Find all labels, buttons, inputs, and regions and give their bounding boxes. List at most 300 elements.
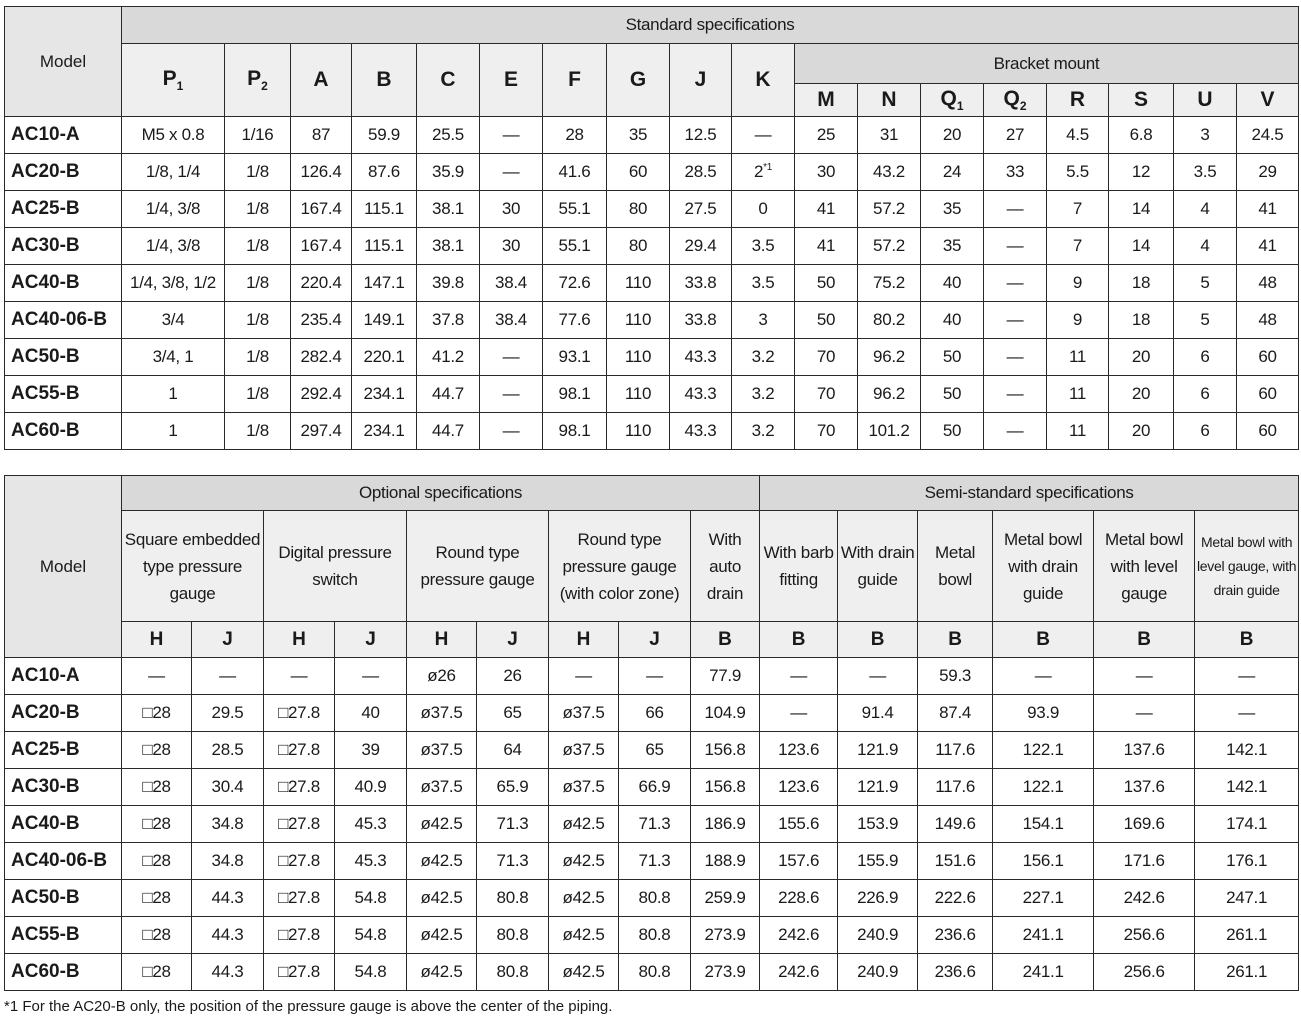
table-row <box>5 732 1299 769</box>
table-cell: 30 <box>480 191 543 228</box>
table-cell: □28 <box>122 732 192 769</box>
col-header: $P_2$ <box>225 44 291 117</box>
table-cell: 55.1 <box>543 228 607 265</box>
col-header: A <box>291 44 352 117</box>
table-cell: 66.9 <box>619 769 691 806</box>
table-cell: 41 <box>795 191 858 228</box>
table-cell: ø42.5 <box>549 880 619 917</box>
table-cell: 1/8 <box>225 376 291 413</box>
table-cell: 39 <box>335 732 407 769</box>
table-cell: □27.8 <box>264 732 335 769</box>
table-cell: — <box>480 117 543 154</box>
table-cell: 110 <box>607 265 670 302</box>
table-cell: 59.9 <box>352 117 417 154</box>
table-cell: □27.8 <box>264 806 335 843</box>
table-cell: 3.2 <box>732 413 795 450</box>
table-cell: □27.8 <box>264 917 335 954</box>
table-cell: 220.4 <box>291 265 352 302</box>
table-cell: 14 <box>1109 191 1174 228</box>
table-cell: 30 <box>480 228 543 265</box>
table-cell: 80.8 <box>477 954 549 991</box>
table-cell: 6 <box>1174 413 1237 450</box>
table-cell: 227.1 <box>993 880 1094 917</box>
table-cell: 93.9 <box>993 695 1094 732</box>
table-cell: 6 <box>1174 339 1237 376</box>
model-cell: AC30-B <box>5 769 122 806</box>
standard-spec-table <box>4 6 1299 450</box>
table-cell: 35.9 <box>417 154 480 191</box>
table-cell: 149.1 <box>352 302 417 339</box>
table-cell: 4 <box>1174 228 1237 265</box>
model-cell: AC40-06-B <box>5 302 122 339</box>
model-cell: AC50-B <box>5 880 122 917</box>
table-cell: — <box>732 117 795 154</box>
table-cell: 77.9 <box>691 658 760 695</box>
table-cell: 60 <box>1237 376 1299 413</box>
table-cell: 57.2 <box>858 228 921 265</box>
table-cell: ø42.5 <box>407 843 477 880</box>
table-cell: 38.1 <box>417 191 480 228</box>
table-cell: 137.6 <box>1094 732 1195 769</box>
table-cell: 156.1 <box>993 843 1094 880</box>
table-cell: 71.3 <box>619 806 691 843</box>
table-cell: 3/4, 1 <box>122 339 225 376</box>
model-cell: AC55-B <box>5 376 122 413</box>
table-cell: 155.9 <box>838 843 918 880</box>
table-cell: 41 <box>1237 228 1299 265</box>
table-cell: 48 <box>1237 302 1299 339</box>
table-cell: 54.8 <box>335 954 407 991</box>
table-cell: 142.1 <box>1195 732 1299 769</box>
table-cell: 35 <box>921 228 984 265</box>
col-header: J <box>670 44 732 117</box>
table-cell: 71.3 <box>477 806 549 843</box>
table-cell: — <box>838 658 918 695</box>
table-cell: 104.9 <box>691 695 760 732</box>
table-cell: — <box>760 658 838 695</box>
table-cell: ø37.5 <box>549 769 619 806</box>
table-cell: — <box>984 413 1047 450</box>
table-cell: 292.4 <box>291 376 352 413</box>
col-header: J <box>619 622 691 658</box>
table-cell: — <box>984 339 1047 376</box>
footnote-mark: *1 <box>763 162 772 173</box>
col-header: B <box>918 622 993 658</box>
table-cell: 28 <box>543 117 607 154</box>
table-cell: 50 <box>921 376 984 413</box>
table-cell: 39.8 <box>417 265 480 302</box>
col-header: J <box>477 622 549 658</box>
table-cell: 43.3 <box>670 376 732 413</box>
table-cell: 35 <box>921 191 984 228</box>
table-cell: 25.5 <box>417 117 480 154</box>
col-header: F <box>543 44 607 117</box>
table-cell: 80.8 <box>477 880 549 917</box>
table-cell: 167.4 <box>291 191 352 228</box>
col-header: $Q_2$ <box>984 84 1047 117</box>
table-cell: 80.8 <box>619 880 691 917</box>
table-cell: — <box>760 695 838 732</box>
table-cell: □27.8 <box>264 843 335 880</box>
table-cell: 122.1 <box>993 732 1094 769</box>
col-header: V <box>1237 84 1299 117</box>
table-cell: 117.6 <box>918 732 993 769</box>
table-cell: 3 <box>732 302 795 339</box>
col-header: E <box>480 44 543 117</box>
col-header: S <box>1109 84 1174 117</box>
table-cell: ø42.5 <box>549 954 619 991</box>
bracket-mount-title: Bracket mount <box>795 44 1299 84</box>
table-cell: 228.6 <box>760 880 838 917</box>
model-cell: AC20-B <box>5 154 122 191</box>
table-cell: 71.3 <box>477 843 549 880</box>
table-cell: 7 <box>1047 191 1109 228</box>
table-cell: ø26 <box>407 658 477 695</box>
table-cell: 1/8 <box>225 339 291 376</box>
table-cell: 1/8, 1/4 <box>122 154 225 191</box>
model-header: Model <box>5 476 122 658</box>
table-row <box>5 806 1299 843</box>
table-cell: 117.6 <box>918 769 993 806</box>
table-cell: 115.1 <box>352 191 417 228</box>
table-cell: 43.2 <box>858 154 921 191</box>
table-cell: 121.9 <box>838 769 918 806</box>
table-cell: 20 <box>1109 413 1174 450</box>
table-cell: 54.8 <box>335 917 407 954</box>
table-cell: — <box>335 658 407 695</box>
table-cell: 3 <box>1174 117 1237 154</box>
table-cell: 115.1 <box>352 228 417 265</box>
table-cell: 44.7 <box>417 376 480 413</box>
table-cell: 1 <box>122 376 225 413</box>
drain-guide-header: With drain guide <box>838 511 918 622</box>
table-cell: 174.1 <box>1195 806 1299 843</box>
table-cell: — <box>480 413 543 450</box>
table-cell: 4.5 <box>1047 117 1109 154</box>
table-cell: 18 <box>1109 302 1174 339</box>
table-cell: — <box>984 302 1047 339</box>
model-cell: AC40-06-B <box>5 843 122 880</box>
table-cell: 240.9 <box>838 917 918 954</box>
table-cell: 234.1 <box>352 376 417 413</box>
table-cell: 44.3 <box>192 917 264 954</box>
table-cell: — <box>192 658 264 695</box>
table-cell: 241.1 <box>993 917 1094 954</box>
table-cell: 222.6 <box>918 880 993 917</box>
table-cell: 186.9 <box>691 806 760 843</box>
table-cell: 38.4 <box>480 302 543 339</box>
table-cell: 256.6 <box>1094 954 1195 991</box>
table-cell: 157.6 <box>760 843 838 880</box>
table-cell: — <box>619 658 691 695</box>
table-cell: □27.8 <box>264 769 335 806</box>
table-cell: — <box>984 265 1047 302</box>
table-cell: 80.2 <box>858 302 921 339</box>
table-cell: □28 <box>122 695 192 732</box>
table-cell: 30.4 <box>192 769 264 806</box>
table-cell: 154.1 <box>993 806 1094 843</box>
round-gauge-header: Round type pressure gauge <box>407 511 549 622</box>
table-cell: 3.2 <box>732 376 795 413</box>
table-cell: 70 <box>795 413 858 450</box>
table-cell: 57.2 <box>858 191 921 228</box>
col-header: B <box>993 622 1094 658</box>
table-cell: 80.8 <box>477 917 549 954</box>
table-cell: 9 <box>1047 302 1109 339</box>
model-cell: AC20-B <box>5 695 122 732</box>
table-cell: 11 <box>1047 413 1109 450</box>
table-cell: 3.2 <box>732 339 795 376</box>
table-cell: — <box>122 658 192 695</box>
table-cell: 96.2 <box>858 339 921 376</box>
table-cell: 167.4 <box>291 228 352 265</box>
table-cell: 11 <box>1047 376 1109 413</box>
table-cell: 147.1 <box>352 265 417 302</box>
table-cell: 55.1 <box>543 191 607 228</box>
table-row <box>5 265 1299 302</box>
table-cell: 41.2 <box>417 339 480 376</box>
table-cell: ø42.5 <box>549 806 619 843</box>
table-cell: 240.9 <box>838 954 918 991</box>
table-cell: 256.6 <box>1094 917 1195 954</box>
table-cell: □28 <box>122 954 192 991</box>
table-cell: 1/4, 3/8 <box>122 228 225 265</box>
table-cell: 28.5 <box>192 732 264 769</box>
table-cell: 80 <box>607 191 670 228</box>
col-header: H <box>549 622 619 658</box>
table-cell: 80 <box>607 228 670 265</box>
col-header: H <box>407 622 477 658</box>
table-cell: 1/8 <box>225 302 291 339</box>
table-cell: □28 <box>122 917 192 954</box>
table-cell: 11 <box>1047 339 1109 376</box>
table-cell: 41 <box>1237 191 1299 228</box>
table-cell: 6.8 <box>1109 117 1174 154</box>
table-cell: ø42.5 <box>407 806 477 843</box>
table-cell: 70 <box>795 339 858 376</box>
table-cell: 12 <box>1109 154 1174 191</box>
table-cell: 122.1 <box>993 769 1094 806</box>
table-cell: 26 <box>477 658 549 695</box>
table-cell: 27 <box>984 117 1047 154</box>
table-cell: 171.6 <box>1094 843 1195 880</box>
col-header: B <box>760 622 838 658</box>
table-cell: 37.8 <box>417 302 480 339</box>
model-cell: AC10-A <box>5 658 122 695</box>
barb-fitting-header: With barb fitting <box>760 511 838 622</box>
table-cell: 65.9 <box>477 769 549 806</box>
model-cell: AC25-B <box>5 191 122 228</box>
table-row <box>5 954 1299 991</box>
optional-spec-body <box>5 658 1299 991</box>
table-cell: 110 <box>607 302 670 339</box>
table-cell: 242.6 <box>760 954 838 991</box>
table-cell: ø37.5 <box>549 732 619 769</box>
table-row <box>5 695 1299 732</box>
semi-standard-spec-title: Semi-standard specifications <box>760 476 1299 511</box>
table-cell: 110 <box>607 376 670 413</box>
model-cell: AC10-A <box>5 117 122 154</box>
table-cell: — <box>984 376 1047 413</box>
model-cell: AC50-B <box>5 339 122 376</box>
table-cell: 226.9 <box>838 880 918 917</box>
table-cell: 20 <box>1109 339 1174 376</box>
table-cell: 273.9 <box>691 917 760 954</box>
table-cell: 34.8 <box>192 843 264 880</box>
table-cell: 41.6 <box>543 154 607 191</box>
table-cell: 156.8 <box>691 732 760 769</box>
table-cell: ø42.5 <box>407 954 477 991</box>
table-cell: 34.8 <box>192 806 264 843</box>
table-cell: 101.2 <box>858 413 921 450</box>
col-sub: 2 <box>1019 99 1027 114</box>
table-cell: 33.8 <box>670 302 732 339</box>
table-cell: — <box>480 376 543 413</box>
model-cell: AC40-B <box>5 806 122 843</box>
table-cell: — <box>984 228 1047 265</box>
table-row <box>5 843 1299 880</box>
table-cell: 80.8 <box>619 917 691 954</box>
table-cell: 142.1 <box>1195 769 1299 806</box>
col-sub: 1 <box>176 79 184 94</box>
table-cell: 156.8 <box>691 769 760 806</box>
model-header: Model <box>5 7 122 117</box>
table-row <box>5 413 1299 450</box>
table-cell: — <box>480 339 543 376</box>
table-cell: 33.8 <box>670 265 732 302</box>
table-cell: 110 <box>607 413 670 450</box>
table-row <box>5 117 1299 154</box>
metal-bowl-level-drain-header: Metal bowl with level gauge, with drain guide <box>1195 511 1299 622</box>
digital-switch-header: Digital pressure switch <box>264 511 407 622</box>
table-cell: 40.9 <box>335 769 407 806</box>
model-cell: AC25-B <box>5 732 122 769</box>
standard-spec-title: Standard specifications <box>122 7 1299 44</box>
auto-drain-header: With auto drain <box>691 511 760 622</box>
table-cell: 29.5 <box>192 695 264 732</box>
col-header: K <box>732 44 795 117</box>
table-cell: 70 <box>795 376 858 413</box>
table-cell: ø37.5 <box>407 695 477 732</box>
optional-spec-table <box>4 475 1299 991</box>
col-header: B <box>352 44 417 117</box>
table-cell: 12.5 <box>670 117 732 154</box>
table-cell: 0 <box>732 191 795 228</box>
table-cell: 155.6 <box>760 806 838 843</box>
table-row <box>5 917 1299 954</box>
table-cell: 54.8 <box>335 880 407 917</box>
table-cell: 273.9 <box>691 954 760 991</box>
table-cell: 24.5 <box>1237 117 1299 154</box>
table-cell: □28 <box>122 769 192 806</box>
table-cell: 126.4 <box>291 154 352 191</box>
table-cell: 247.1 <box>1195 880 1299 917</box>
table-cell: 1/8 <box>225 413 291 450</box>
table-row <box>5 191 1299 228</box>
model-cell: AC55-B <box>5 917 122 954</box>
table-cell: 123.6 <box>760 732 838 769</box>
table-cell: 151.6 <box>918 843 993 880</box>
table-cell: — <box>993 658 1094 695</box>
table-cell: 24 <box>921 154 984 191</box>
table-cell: 29.4 <box>670 228 732 265</box>
table-cell: 234.1 <box>352 413 417 450</box>
metal-bowl-header: Metal bowl <box>918 511 993 622</box>
table-cell: 93.1 <box>543 339 607 376</box>
table-cell: 123.6 <box>760 769 838 806</box>
round-gauge-color-header: Round type pressure gauge (with color zone) <box>549 511 691 622</box>
table-cell: 5.5 <box>1047 154 1109 191</box>
table-cell: 5 <box>1174 302 1237 339</box>
model-cell: AC60-B <box>5 413 122 450</box>
table-row <box>5 154 1299 191</box>
table-cell: □28 <box>122 880 192 917</box>
table-cell: 282.4 <box>291 339 352 376</box>
table-cell: 50 <box>921 339 984 376</box>
table-cell: 20 <box>1109 376 1174 413</box>
table-cell: 1/16 <box>225 117 291 154</box>
table-cell: — <box>549 658 619 695</box>
table-cell: 188.9 <box>691 843 760 880</box>
table-cell: 87.6 <box>352 154 417 191</box>
col-header: G <box>607 44 670 117</box>
cell-value: 2 <box>753 162 764 181</box>
table-cell: 30 <box>795 154 858 191</box>
model-cell: AC60-B <box>5 954 122 991</box>
table-cell: — <box>1094 658 1195 695</box>
table-cell: 176.1 <box>1195 843 1299 880</box>
table-row <box>5 769 1299 806</box>
table-cell: 1/4, 3/8, 1/2 <box>122 265 225 302</box>
table-cell: 9 <box>1047 265 1109 302</box>
col-header: B <box>1094 622 1195 658</box>
table-cell: 44.3 <box>192 954 264 991</box>
table-cell: 149.6 <box>918 806 993 843</box>
table-cell: 1/8 <box>225 154 291 191</box>
col-header: C <box>417 44 480 117</box>
table-cell: 242.6 <box>1094 880 1195 917</box>
table-cell: 41 <box>795 228 858 265</box>
table-row <box>5 228 1299 265</box>
table-cell: 65 <box>619 732 691 769</box>
table-cell: 261.1 <box>1195 917 1299 954</box>
table-cell: 33 <box>984 154 1047 191</box>
table-cell: 121.9 <box>838 732 918 769</box>
table-cell: — <box>480 154 543 191</box>
col-header: B <box>691 622 760 658</box>
table-cell: 236.6 <box>918 917 993 954</box>
table-cell: 66 <box>619 695 691 732</box>
table-cell: 153.9 <box>838 806 918 843</box>
table-cell: 43.3 <box>670 413 732 450</box>
table-cell: 38.4 <box>480 265 543 302</box>
table-cell: ø42.5 <box>407 917 477 954</box>
table-cell: 98.1 <box>543 376 607 413</box>
table-cell: ø42.5 <box>549 917 619 954</box>
table-cell: 5 <box>1174 265 1237 302</box>
table-cell: — <box>264 658 335 695</box>
table-cell: 110 <box>607 339 670 376</box>
table-row <box>5 658 1299 695</box>
optional-spec-title: Optional specifications <box>122 476 760 511</box>
table-cell: 44.7 <box>417 413 480 450</box>
table-cell: 236.6 <box>918 954 993 991</box>
table-cell: ø37.5 <box>407 732 477 769</box>
col-header: N <box>858 84 921 117</box>
metal-bowl-drain-header: Metal bowl with drain guide <box>993 511 1094 622</box>
table-cell: 1 <box>122 413 225 450</box>
table-cell: M5 x 0.8 <box>122 117 225 154</box>
